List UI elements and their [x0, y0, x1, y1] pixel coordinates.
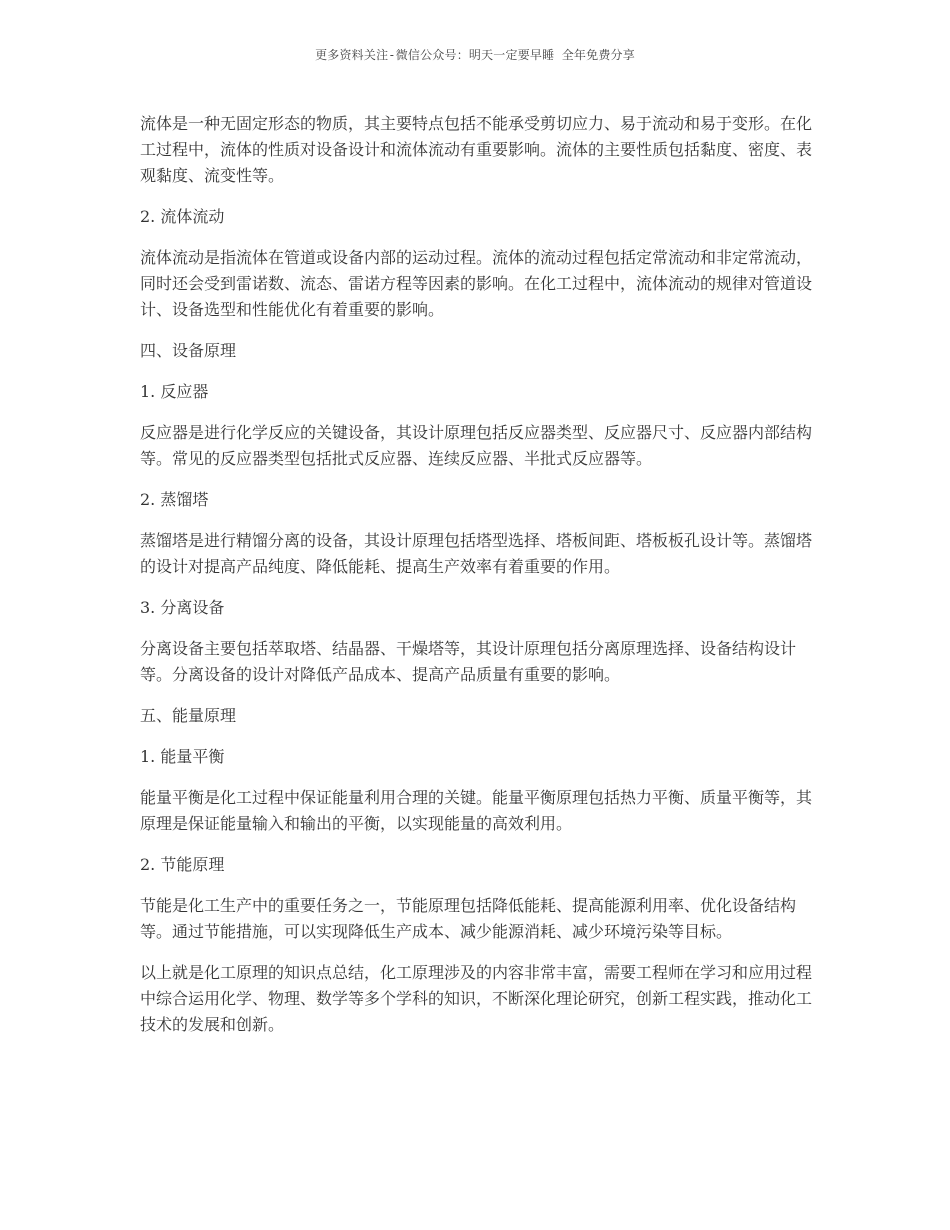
- paragraph-energy-saving: 节能是化工生产中的重要任务之一，节能原理包括降低能耗、提高能源利用率、优化设备结构等。通过节能措施，可以实现降低生产成本、减少能源消耗、减少环境污染等目标。: [140, 896, 797, 941]
- paragraph-energy-balance: 能量平衡是化工过程中保证能量利用合理的关键。能量平衡原理包括热力平衡、质量平衡等，其原理是保证能量输入和输出的平衡，以实现能量的高效利用。: [140, 788, 813, 833]
- heading-reactor: 1. 反应器: [140, 382, 209, 401]
- paragraph-separation-equipment: 分离设备主要包括萃取塔、结晶器、干燥塔等，其设计原理包括分离原理选择、设备结构设计等。分离设备的设计对降低产品成本、提高产品质量有重要的影响。: [140, 639, 797, 684]
- section-heading-equipment: 四、设备原理: [140, 341, 237, 360]
- document-body: [140, 111, 816, 1053]
- heading-energy-saving: 2. 节能原理: [140, 855, 225, 874]
- heading-energy-balance: 1. 能量平衡: [140, 747, 225, 766]
- paragraph-fluid-flow: 流体流动是指流体在管道或设备内部的运动过程。流体的流动过程包括定常流动和非定常流动，同时还会受到雷诺数、流态、雷诺方程等因素的影响。在化工过程中，流体流动的规律对管道设计、设备选型和性能优化有着重要的影响。: [140, 248, 813, 319]
- page-header: 更多资料关注-微信公众号：明天一定要早睡 全年免费分享: [315, 48, 635, 62]
- paragraph-summary: 以上就是化工原理的知识点总结，化工原理涉及的内容非常丰富，需要工程师在学习和应用过程中综合运用化学、物理、数学等多个学科的知识，不断深化理论研究，创新工程实践，推动化工技术的发展和创新。: [140, 963, 813, 1034]
- paragraph-reactor: 反应器是进行化学反应的关键设备，其设计原理包括反应器类型、反应器尺寸、反应器内部结构等。常见的反应器类型包括批式反应器、连续反应器、半批式反应器等。: [140, 423, 813, 468]
- paragraph-fluid-properties: 流体是一种无固定形态的物质，其主要特点包括不能承受剪切应力、易于流动和易于变形。在化工过程中，流体的性质对设备设计和流体流动有重要影响。流体的主要性质包括黏度、密度、表观黏度、流变性等。: [140, 114, 813, 185]
- heading-fluid-flow: 2. 流体流动: [140, 207, 225, 226]
- section-heading-energy: 五、能量原理: [140, 706, 237, 725]
- paragraph-distillation-tower: 蒸馏塔是进行精馏分离的设备，其设计原理包括塔型选择、塔板间距、塔板板孔设计等。蒸馏塔的设计对提高产品纯度、降低能耗、提高生产效率有着重要的作用。: [140, 531, 813, 576]
- heading-separation-equipment: 3. 分离设备: [140, 598, 225, 617]
- heading-distillation-tower: 2. 蒸馏塔: [140, 490, 209, 509]
